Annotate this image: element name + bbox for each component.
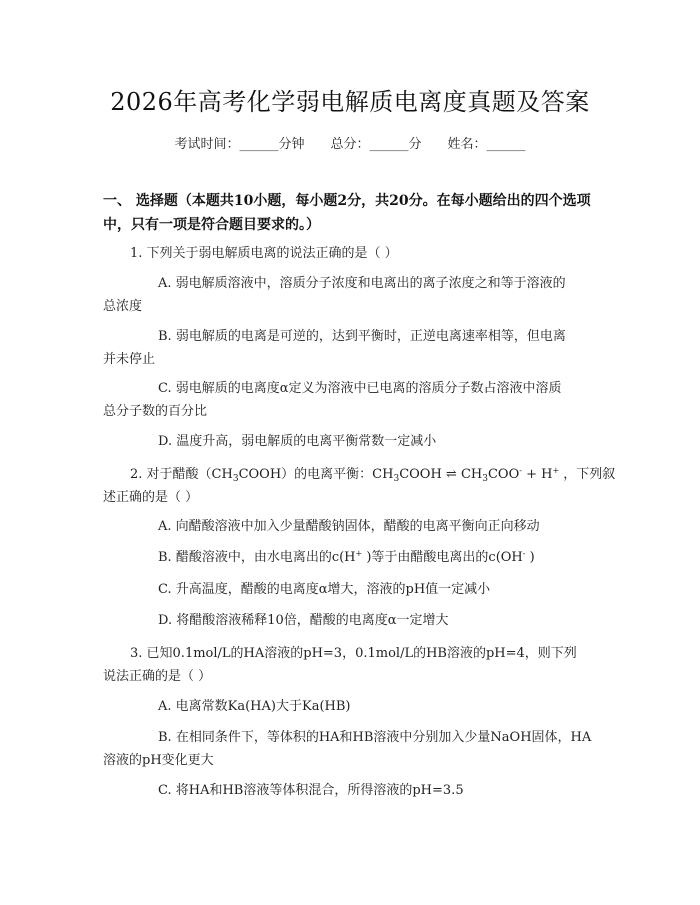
option-c: C. 升高温度，醋酸的电离度α增大，溶液的pH值一定减小 [158,582,491,597]
option-b: B. 醋酸溶液中，由水电离出的c(H+ )等于由醋酸电离出的c(OH- ) [158,549,535,565]
option-b-continued: 并未停止 [103,352,156,367]
question-stem-continued: 说法正确的是（ ） [103,669,212,684]
option-c-continued: 总分子数的百分比 [103,404,208,419]
section-heading-line: 中，只有一项是符合题目要求的。） [103,217,320,233]
section-heading [103,189,603,237]
exam-time-field: 考试时间：______分钟 [174,137,305,152]
question-stem: 2. 对于醋酸$(CH_3COOH)$的电离平衡：$CH_3COOH$ ⇌ $CH_3COO^- + H^+$ ，下列叙 [130,466,616,484]
question-stem: 1. 下列关于弱电解质电离的说法正确的是（ ） [130,246,398,261]
exam-meta [0,133,700,152]
option-d: D. 温度升高，弱电解质的电离平衡常数一定减小 [158,434,437,449]
option-c: C. 将HA和HB溶液等体积混合，所得溶液的pH=3.5 [158,783,464,798]
option-c: C. 弱电解质的电离度α定义为溶液中已电离的溶质分子数占溶液中溶质 [158,381,562,396]
option-a: A. 向醋酸溶液中加入少量醋酸钠固体，醋酸的电离平衡向正向移动 [158,519,540,534]
page-title: 2026年高考化学弱电解质电离度真题及答案 [110,88,590,116]
option-b: B. 在相同条件下，等体积的HA和HB溶液中分别加入少量NaOH固体，HA [158,730,592,745]
option-a: A. 电离常数Ka(HA)大于Ka(HB) [158,699,351,714]
option-b: B. 弱电解质的电离是可逆的，达到平衡时，正逆电离速率相等，但电离 [158,329,566,344]
option-b-continued: 溶液的pH变化更大 [103,753,214,768]
question-stem: 3. 已知0.1mol/L的HA溶液的pH=3，0.1mol/L的HB溶液的pH=4，则下列 [130,646,577,661]
section-heading-line: 一、 选择题（本题共10小题，每小题2分，共20分。在每小题给出的四个选项 [103,193,591,209]
student-name-field: 姓名：______ [447,137,526,152]
question-stem-continued: 述正确的是（ ） [103,490,199,505]
option-a: A. 弱电解质溶液中，溶质分子浓度和电离出的离子浓度之和等于溶液的 [158,276,566,291]
total-score-field: 总分：______分 [330,137,422,152]
option-d: D. 将醋酸溶液稀释10倍，醋酸的电离度α一定增大 [158,613,449,628]
option-a-continued: 总浓度 [103,299,143,314]
